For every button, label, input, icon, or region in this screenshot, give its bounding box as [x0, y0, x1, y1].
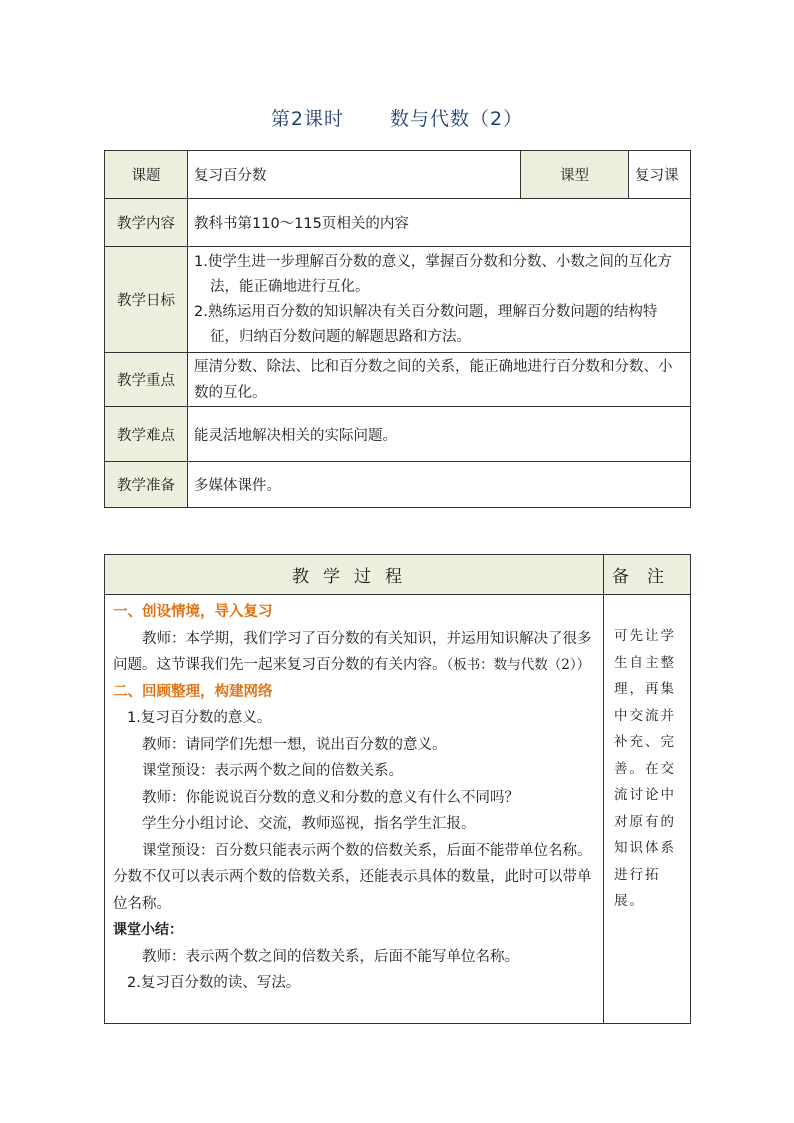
list-item: 2.复习百分数的读、写法。	[127, 975, 301, 991]
note-header: 备注	[604, 555, 691, 595]
difficulty-label: 教学难点	[105, 407, 188, 462]
content-label: 教学内容	[105, 199, 188, 247]
content-value: 教科书第110～115页相关的内容	[188, 199, 691, 247]
goal-item: 1.使学生进一步理解百分数的意义，掌握百分数和分数、小数之间的互化方法，能正确地进行互化。	[194, 253, 672, 295]
board-note: （板书：数与代数（2））	[446, 657, 591, 673]
process-header: 教学过程	[105, 555, 604, 595]
side-note: 可先让学生自主整理，再集中交流并补充、完善。在交流讨论中对原有的知识体系进行拓展。	[604, 595, 691, 1024]
prep-value: 多媒体课件。	[188, 462, 691, 508]
section-heading: 一、创设情境，导入复习	[113, 604, 273, 620]
section-heading: 二、回顾整理，构建网络	[113, 683, 273, 700]
lesson-topic: 数与代数（2）	[390, 108, 524, 130]
topic-value: 复习百分数	[188, 151, 521, 199]
paragraph: 教师：你能说说百分数的意义和分数的意义有什么不同吗？	[142, 789, 519, 806]
summary-heading: 课堂小结：	[113, 922, 183, 938]
teaching-process-table	[104, 554, 691, 1024]
list-item: 1.复习百分数的意义。	[127, 710, 272, 726]
process-body	[105, 595, 604, 1024]
topic-label: 课题	[105, 151, 188, 199]
paragraph: 学生分小组讨论、交流，教师巡视，指名学生汇报。	[142, 816, 476, 832]
prep-label: 教学准备	[105, 462, 188, 508]
goal-label: 教学日标	[105, 247, 188, 353]
paragraph: 课堂预设：百分数只能表示两个数的倍数关系，后面不能带单位名称。分数不仅可以表示两个数的倍数关系，还能表示具体的数量，此时可以带单位名称。	[113, 842, 592, 912]
key-value: 厘清分数、除法、比和百分数之间的关系，能正确地进行百分数和分数、小数的互化。	[188, 353, 691, 407]
paragraph: 教师：表示两个数之间的倍数关系，后面不能写单位名称。	[142, 948, 519, 965]
type-value: 复习课	[629, 151, 691, 199]
lesson-info-table	[104, 150, 691, 508]
lesson-title	[0, 104, 794, 131]
lesson-number: 第2课时	[270, 108, 344, 130]
type-label: 课型	[521, 151, 629, 199]
paragraph: 课堂预设：表示两个数之间的倍数关系。	[142, 763, 403, 779]
paragraph: 教师：本学期，我们学习了百分数的有关知识，并运用知识解决了很多问题。这节课我们先一起来复习百分数的有关内容。（板书：数与代数（2））	[113, 630, 592, 673]
paragraph: 教师：请同学们先想一想，说出百分数的意义。	[142, 736, 447, 753]
difficulty-value: 能灵活地解决相关的实际问题。	[188, 407, 691, 462]
key-label: 教学重点	[105, 353, 188, 407]
goal-value	[188, 247, 691, 353]
goal-item: 2.熟练运用百分数的知识解决有关百分数问题，理解百分数问题的结构特征，归纳百分数问题的解题思路和方法。	[194, 303, 658, 345]
